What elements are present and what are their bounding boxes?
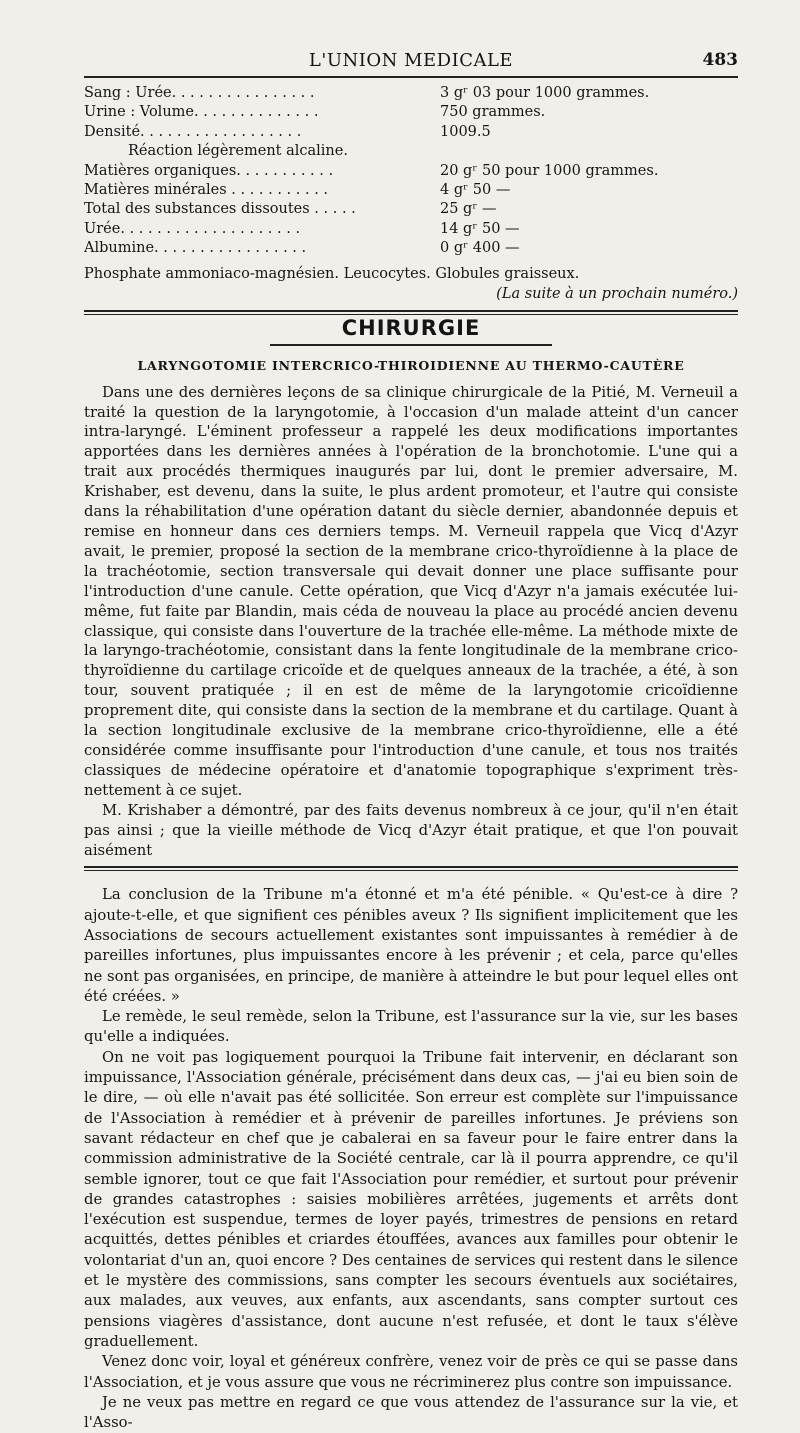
analysis-row xyxy=(84,84,738,103)
paragraph: La conclusion de la Tribune m'a étonné et m'a été pénible. « Qu'est-ce à dire ? ajoute-t-elle, et que signifient ces pénibles aveux ? Ils signifient implicitement que les Associations de secours actuellement existantes sont impuissantes à remédier à de pareilles infortunes, plus impuissantes encore à les prévenir ; et cela, parce qu'elles ne sont pas organisées, en principe, de manière à atteindre le but pour lequel elles ont été créées. » xyxy=(84,886,738,1005)
paragraph: Venez donc voir, loyal et généreux confrère, venez voir de près ce qui se passe dans l'Association, et je vous assure que vous ne récriminerez plus contre son impuissance. xyxy=(84,1353,738,1391)
analysis-row xyxy=(84,103,738,122)
analysis-row xyxy=(84,239,738,258)
analysis-row xyxy=(84,162,738,181)
analysis-value: 4 gʳ 50 — xyxy=(440,182,511,199)
analysis-value: 750 grammes. xyxy=(440,104,546,121)
analysis-row xyxy=(84,200,738,219)
analysis-label: Matières minérales . . . . . . . . . . . xyxy=(84,182,329,199)
analysis-label: Réaction légèrement alcaline. xyxy=(128,143,348,160)
continued-note: (La suite à un prochain numéro.) xyxy=(496,285,738,302)
article-body xyxy=(84,383,738,861)
analysis-label: Densité. . . . . . . . . . . . . . . . . . xyxy=(84,123,302,140)
analysis-value: 14 gʳ 50 — xyxy=(440,220,520,237)
analysis-table xyxy=(84,84,738,259)
section-rule xyxy=(84,314,738,315)
analysis-value: 1009.5 xyxy=(440,123,491,140)
analysis-row xyxy=(84,142,738,161)
analysis-label: Urée. . . . . . . . . . . . . . . . . . . . xyxy=(84,220,301,237)
analysis-value xyxy=(484,142,738,161)
section-underline xyxy=(270,344,552,346)
running-header xyxy=(84,46,738,76)
analysis-value: 25 gʳ — xyxy=(440,201,497,218)
feuilleton-divider xyxy=(84,866,738,871)
section-rule xyxy=(84,310,738,312)
analysis-row xyxy=(84,181,738,200)
journal-title: L'UNION MEDICALE xyxy=(308,50,514,71)
article-title: LARYNGOTOMIE INTERCRICO-THIROIDIENNE AU THERMO-CAUTÈRE xyxy=(137,357,685,373)
analysis-label: Urine : Volume. . . . . . . . . . . . . . xyxy=(84,104,319,121)
paragraph: On ne voit pas logiquement pourquoi la Tribune fait intervenir, en déclarant son impuissance, l'Association générale, précisément dans deux cas, — j'ai eu bien soin de le dire, — où elle n'avait pas été sollicitée. Son erreur est complète sur l'impuissance de l'Association à remédier et à prévenir de pareilles infortunes. Je préviens son savant rédacteur en chef que je cabalerai en sa faveur pour le faire entrer dans la commission administrative de la Société centrale, car là il pourra apprendre, ce qu'il semble ignorer, tout ce que fait l'Association pour remédier, et surtout pour prévenir de grandes catastrophes : saisies mobilières arrêtées, jugements et arrêts dont l'exécution est suspendue, termes de loyer payés, trimestres de pensions en retard acquittés, dettes pénibles et criardes étouffées, avances aux familles pour obtenir le volontariat d'un an, quoi encore ? Des centaines de services qui restent dans le silence et le mystère des commissions, sans compter les secours éventuels aux sociétaires, aux malades, aux veuves, aux enfants, aux ascendants, sans compter surtout ces pensions viagères d'assistance, dont aucune n'est refusée, et dont le taux s'élève graduellement. xyxy=(84,1048,738,1350)
section-heading: CHIRURGIE xyxy=(341,315,481,340)
section-heading-block xyxy=(84,310,738,350)
analysis-value: 20 gʳ 50 pour 1000 grammes. xyxy=(440,162,659,179)
paragraph: Le remède, le seul remède, selon la Tribune, est l'assurance sur la vie, sur les bases qu'elle a indiquées. xyxy=(84,1008,738,1046)
analysis-row xyxy=(84,123,738,142)
divider-line xyxy=(84,866,738,868)
analysis-value: 0 gʳ 400 — xyxy=(440,240,520,257)
paragraph: Je ne veux pas mettre en regard ce que vous attendez de l'assurance sur la vie, et l'Asso- xyxy=(84,1393,738,1432)
feuilleton-body xyxy=(84,885,738,1433)
divider-line xyxy=(84,870,738,871)
analysis-label: Total des substances dissoutes . . . . . xyxy=(84,201,356,218)
analysis-label: Matières organiques. . . . . . . . . . . xyxy=(84,162,334,179)
phosphate-line: Phosphate ammoniaco-magnésien. Leucocytes. Globules graisseux. xyxy=(84,265,580,282)
analysis-value: 3 gʳ 03 pour 1000 grammes. xyxy=(440,85,650,101)
page-number: 483 xyxy=(702,50,738,70)
analysis-label: Albumine. . . . . . . . . . . . . . . . . xyxy=(84,240,307,257)
analysis-label: Sang : Urée. . . . . . . . . . . . . . . . xyxy=(84,85,315,101)
paragraph: Dans une des dernières leçons de sa clinique chirurgicale de la Pitié, M. Verneuil a traité la question de la laryngotomie, à l'occasion d'un malade atteint d'un cancer intra-laryngé. L'éminent professeur a rappelé les deux modifications importantes apportées dans les dernières années à l'opération de la bronchotomie. L'une qui a trait aux procédés thermiques inaugurés par lui, dont le premier adversaire, M. Krishaber, est devenu, dans la suite, le plus ardent promoteur, et l'autre qui consiste dans la réhabilitation d'une opération datant du siècle dernier, abandonnée depuis et remise en honneur dans ces derniers temps. M. Verneuil rappela que Vicq d'Azyr avait, le premier, proposé la section de la membrane crico-thyroïdienne à la place de la trachéotomie, section transversale qui devait donner une place suffisante pour l'introduction d'une canule. Cette opération, que Vicq d'Azyr n'a jamais exécutée lui-même, fut faite par Blandin, mais céda de nouveau la place au procédé ancien devenu classique, qui consiste dans l'ouverture de la trachée elle-même. La méthode mixte de la laryngo-trachéotomie, consistant dans la fente longitudinale de la membrane crico-thyroïdienne du cartilage cricoïde et de quelques anneaux de la trachée, a été, à son tour, souvent pratiquée ; il en est de même de la laryngotomie cricoïdienne proprement dite, qui consiste dans la section de la membrane et du cartilage. Quant à la section longitudinale exclusive de la membrane crico-thyroïdienne, elle a été considérée comme insuffisante pour l'introduction d'une canule, et tous nos traités classiques de médecine opératoire et d'anatomie topographique s'expriment très-nettement à ce sujet. xyxy=(84,383,738,799)
paragraph: M. Krishaber a démontré, par des faits devenus nombreux à ce jour, qu'il n'en était pas ainsi ; que la vieille méthode de Vicq d'Azyr était pratique, et que l'on pouvait aisément xyxy=(84,801,738,859)
analysis-row xyxy=(84,220,738,239)
header-rule xyxy=(84,76,738,78)
